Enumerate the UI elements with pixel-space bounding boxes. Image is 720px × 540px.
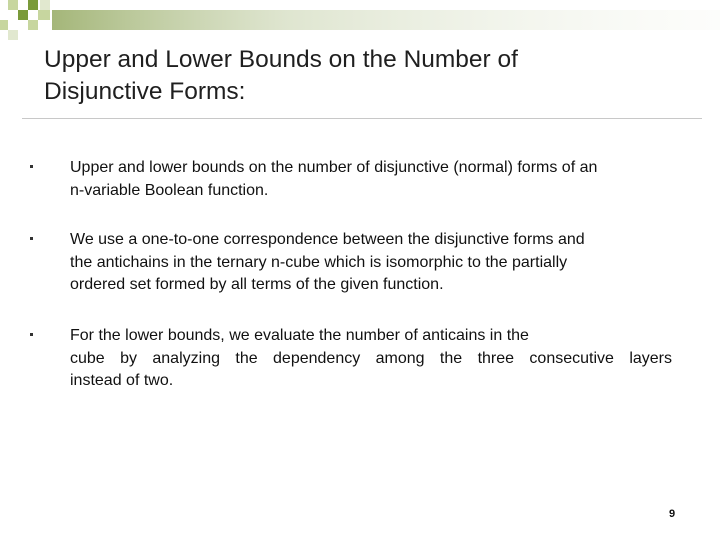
bullet-icon <box>30 165 33 168</box>
slide-title-line: Upper and Lower Bounds on the Number of <box>44 46 518 73</box>
bullet-line: Upper and lower bounds on the number of disjunctive (normal) forms of an <box>70 159 598 176</box>
bullet-line: n-variable Boolean function. <box>70 181 269 199</box>
bullet-icon <box>30 237 33 240</box>
bullet-line: instead of two. <box>70 372 174 389</box>
header-decoration <box>0 0 720 40</box>
bullet-line: the antichains in the ternary n-cube which is isomorphic to the partially <box>70 253 568 271</box>
bullet-line: cube by analyzing the dependency among the three consecutive layers <box>70 349 672 367</box>
slide-title <box>44 44 684 108</box>
bullet-icon <box>30 333 33 336</box>
slide-number: 9 <box>668 508 676 520</box>
bullet-line: We use a one-to-one correspondence between the disjunctive forms and <box>70 231 585 248</box>
bullet-text <box>70 229 682 297</box>
bullet-text <box>70 157 682 202</box>
bullet-line: ordered set formed by all terms of the given function. <box>70 276 444 293</box>
bullet-text <box>70 325 682 393</box>
slide-title-line: Disjunctive Forms: <box>44 78 246 105</box>
title-divider <box>22 118 702 119</box>
bullet-line: For the lower bounds, we evaluate the number of anticains in the <box>70 327 529 344</box>
